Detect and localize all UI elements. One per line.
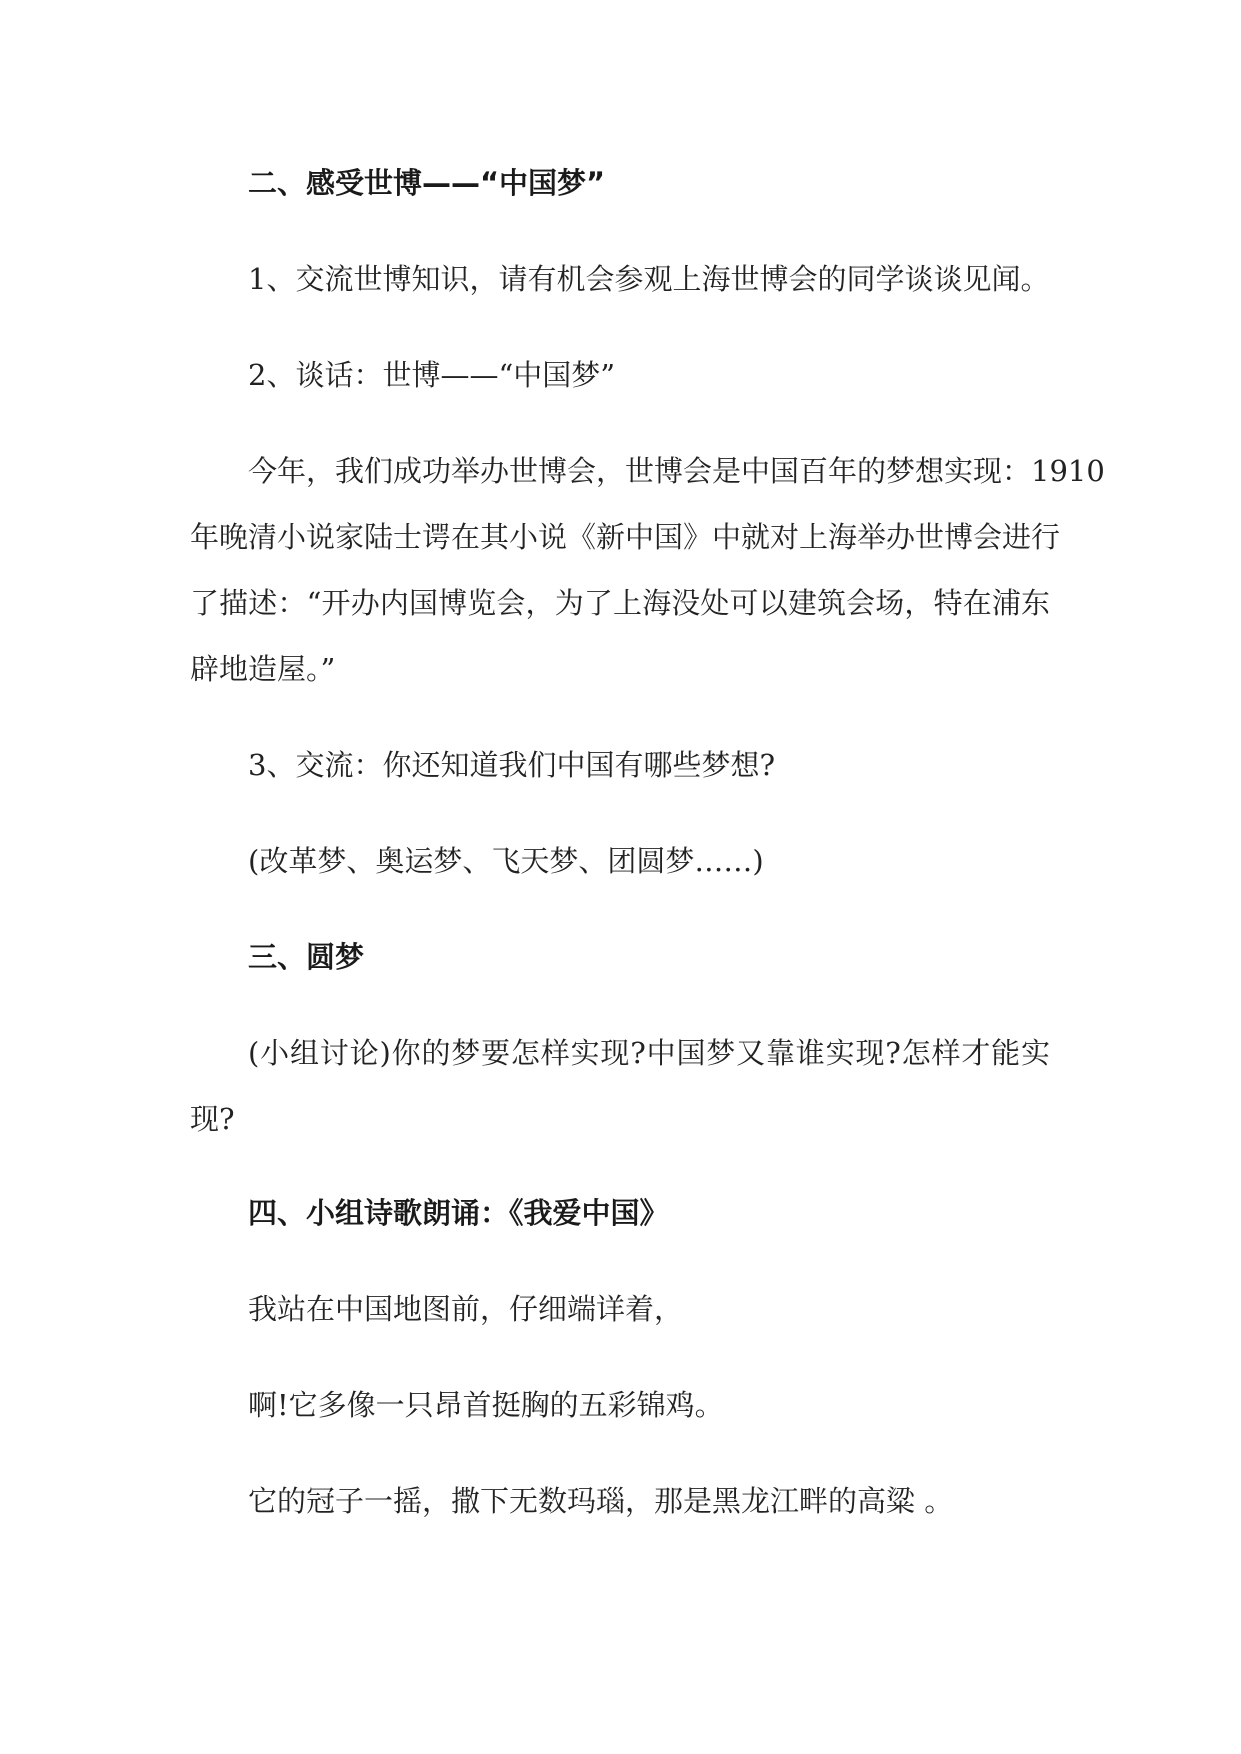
- paragraph-line-3: 了描述：“开办内国博览会，为了上海没处可以建筑会场，特在浦东: [190, 586, 1050, 620]
- section-heading-4: 四、小组诗歌朗诵：《我爱中国》: [248, 1196, 669, 1230]
- section-heading-3: 三、圆梦: [248, 940, 365, 974]
- discussion-line-1: (小组讨论)你的梦要怎样实现?中国梦又靠谁实现?怎样才能实: [248, 1036, 1050, 1070]
- list-item-2: 2、谈话：世博——“中国梦”: [248, 358, 616, 392]
- poem-line-1: 我站在中国地图前，仔细端详着，: [248, 1292, 684, 1326]
- dreams-list: (改革梦、奥运梦、飞天梦、团圆梦……): [248, 844, 764, 878]
- paragraph-line-1: 今年，我们成功举办世博会，世博会是中国百年的梦想实现：1910: [248, 454, 1105, 488]
- paragraph-line-4: 辟地造屋。”: [190, 652, 336, 686]
- discussion-line-2: 现?: [190, 1102, 235, 1136]
- paragraph-line-2: 年晚清小说家陆士谔在其小说《新中国》中就对上海举办世博会进行: [190, 520, 1061, 554]
- list-item-3: 3、交流：你还知道我们中国有哪些梦想?: [248, 748, 775, 782]
- list-item-1: 1、交流世博知识，请有机会参观上海世博会的同学谈谈见闻。: [248, 262, 1050, 296]
- section-heading-2: 二、感受世博——“中国梦”: [248, 166, 606, 200]
- poem-line-2: 啊!它多像一只昂首挺胸的五彩锦鸡。: [248, 1388, 724, 1422]
- poem-line-3: 它的冠子一摇，撒下无数玛瑙，那是黑龙江畔的高粱 。: [248, 1484, 954, 1518]
